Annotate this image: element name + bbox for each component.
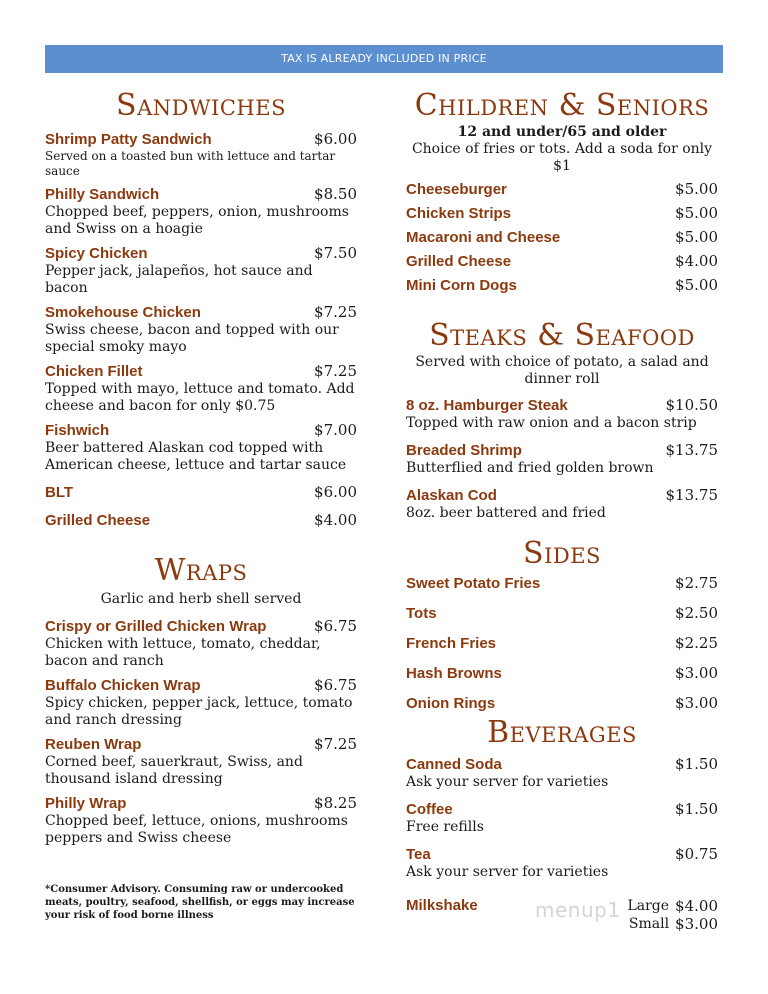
- item-description: Topped with raw onion and a bacon strip: [406, 415, 697, 431]
- children-seniors-title: Children & Seniors: [414, 88, 710, 123]
- menu-item: [406, 845, 718, 881]
- menu-item: [45, 676, 357, 729]
- sides-title: Sides: [523, 536, 601, 571]
- item-name: Buffalo Chicken Wrap: [45, 677, 201, 694]
- item-price: $6.75: [314, 617, 357, 635]
- item-price: $2.25: [675, 634, 718, 652]
- right-column: [406, 88, 718, 933]
- item-name: BLT: [45, 484, 74, 501]
- menu-item: [406, 252, 718, 271]
- menu-item: [406, 204, 718, 223]
- menu-item: [45, 362, 357, 415]
- item-price: $7.25: [314, 303, 357, 321]
- menu-item: [45, 617, 357, 670]
- item-name: Grilled Cheese: [406, 253, 512, 270]
- children-age-note: 12 and under/65 and older: [457, 124, 667, 140]
- item-name: 8 oz. Hamburger Steak: [406, 397, 568, 414]
- item-name: Crispy or Grilled Chicken Wrap: [45, 618, 267, 635]
- watermark: menup1: [535, 898, 621, 922]
- beverages-title: Beverages: [487, 715, 637, 750]
- item-name: French Fries: [406, 635, 497, 652]
- menu-item: [406, 441, 718, 477]
- item-description: Chicken with lettuce, tomato, cheddar, bacon and ranch: [45, 636, 321, 669]
- steaks-seafood-title: Steaks & Seafood: [429, 318, 695, 353]
- menu-item: [45, 185, 357, 238]
- item-price: $4.00: [675, 897, 718, 915]
- item-name: Fishwich: [45, 422, 110, 439]
- menu-item: [406, 396, 718, 432]
- item-price: $7.00: [314, 421, 357, 439]
- item-description: 8oz. beer battered and fried: [406, 505, 606, 521]
- menu-item: [45, 794, 357, 847]
- menu-item: [45, 483, 357, 502]
- menu-item: [406, 276, 718, 295]
- item-price: $2.75: [675, 574, 718, 592]
- item-description: Served on a toasted bun with lettuce and tartar sauce: [45, 149, 336, 178]
- menu-item: [406, 180, 718, 199]
- menu-item: [406, 574, 718, 593]
- item-description: Pepper jack, jalapeños, hot sauce and bacon: [45, 263, 313, 296]
- menu-item: [45, 303, 357, 356]
- item-description: Ask your server for varieties: [406, 864, 609, 880]
- menu-item: [45, 244, 357, 297]
- item-price: $8.50: [314, 185, 357, 203]
- item-price: $7.25: [314, 735, 357, 753]
- menu-item: [406, 755, 718, 791]
- menu-item: [406, 694, 718, 713]
- wraps-title: Wraps: [154, 553, 248, 588]
- item-name: Chicken Strips: [406, 205, 512, 222]
- menu-item: [406, 486, 718, 522]
- menu-item: [45, 130, 357, 179]
- item-price: $3.00: [675, 915, 718, 933]
- item-price: $13.75: [665, 441, 718, 459]
- item-price: $6.00: [314, 130, 357, 148]
- item-name: Mini Corn Dogs: [406, 277, 517, 294]
- item-description: Chopped beef, lettuce, onions, mushrooms peppers and Swiss cheese: [45, 813, 348, 846]
- item-price: $6.00: [314, 483, 357, 501]
- item-name: Smokehouse Chicken: [45, 304, 201, 321]
- item-name: Philly Wrap: [45, 795, 127, 812]
- item-price: $10.50: [665, 396, 718, 414]
- item-description: Chopped beef, peppers, onion, mushrooms and Swiss on a hoagie: [45, 204, 349, 237]
- menu-item: [406, 634, 718, 653]
- item-price: $5.00: [675, 228, 718, 246]
- item-description: Ask your server for varieties: [406, 774, 609, 790]
- item-price: $8.25: [314, 794, 357, 812]
- item-price: $5.00: [675, 276, 718, 294]
- item-price: $4.00: [314, 511, 357, 529]
- size-label: Large: [627, 898, 670, 914]
- item-price: $5.00: [675, 180, 718, 198]
- item-name: Alaskan Cod: [406, 487, 497, 504]
- tax-banner: TAX IS ALREADY INCLUDED IN PRICE: [45, 45, 723, 73]
- item-price: $7.25: [314, 362, 357, 380]
- item-price: $5.00: [675, 204, 718, 222]
- item-description: Butterflied and fried golden brown: [406, 460, 654, 476]
- item-description: Free refills: [406, 819, 484, 835]
- item-price: $1.50: [675, 755, 718, 773]
- item-name: Philly Sandwich: [45, 186, 160, 203]
- item-name: Hash Browns: [406, 665, 502, 682]
- item-price: $13.75: [665, 486, 718, 504]
- wraps-subtitle: Garlic and herb shell served: [100, 591, 302, 607]
- menu-item: [45, 421, 357, 474]
- item-name: Breaded Shrimp: [406, 442, 522, 459]
- item-name: Chicken Fillet: [45, 363, 143, 380]
- children-choice-note: Choice of fries or tots. Add a soda for only $1: [411, 141, 713, 174]
- item-name: Tea: [406, 846, 431, 863]
- item-name: Spicy Chicken: [45, 245, 148, 262]
- item-name: Tots: [406, 605, 437, 622]
- item-description: Spicy chicken, pepper jack, lettuce, tomato and ranch dressing: [45, 695, 353, 728]
- item-name: Coffee: [406, 801, 453, 818]
- item-price: $3.00: [675, 694, 718, 712]
- milkshake-prices: [627, 897, 718, 933]
- item-price: $4.00: [675, 252, 718, 270]
- item-name: Reuben Wrap: [45, 736, 142, 753]
- size-label: Small: [628, 916, 670, 932]
- menu-item: [406, 800, 718, 836]
- menu-item: [406, 228, 718, 247]
- consumer-advisory: *Consumer Advisory. Consuming raw or undercooked meats, poultry, seafood, shellfish, or eggs may increase your risk of food borne illness: [45, 884, 355, 921]
- item-name: Canned Soda: [406, 756, 502, 773]
- item-price: $0.75: [675, 845, 718, 863]
- item-description: Corned beef, sauerkraut, Swiss, and thousand island dressing: [45, 754, 303, 787]
- item-price: $7.50: [314, 244, 357, 262]
- item-name: Onion Rings: [406, 695, 496, 712]
- item-name: Macaroni and Cheese: [406, 229, 561, 246]
- item-price: $3.00: [675, 664, 718, 682]
- left-column: [45, 88, 357, 922]
- item-price: $2.50: [675, 604, 718, 622]
- item-description: Swiss cheese, bacon and topped with our special smoky mayo: [45, 322, 339, 355]
- item-price: $1.50: [675, 800, 718, 818]
- menu-item: [45, 511, 357, 530]
- item-price: $6.75: [314, 676, 357, 694]
- menu-item: [406, 604, 718, 623]
- item-name: Grilled Cheese: [45, 512, 151, 529]
- item-name: Cheeseburger: [406, 181, 507, 198]
- menu-item: [406, 664, 718, 683]
- item-name: Sweet Potato Fries: [406, 575, 541, 592]
- item-description: Topped with mayo, lettuce and tomato. Add cheese and bacon for only $0.75: [45, 381, 355, 414]
- item-name: Shrimp Patty Sandwich: [45, 131, 212, 148]
- item-name: Milkshake: [406, 897, 478, 914]
- item-description: Beer battered Alaskan cod topped with American cheese, lettuce and tartar sauce: [45, 440, 347, 473]
- menu-item: [45, 735, 357, 788]
- sandwiches-title: Sandwiches: [116, 88, 286, 123]
- steaks-subtitle: Served with choice of potato, a salad and dinner roll: [415, 354, 709, 387]
